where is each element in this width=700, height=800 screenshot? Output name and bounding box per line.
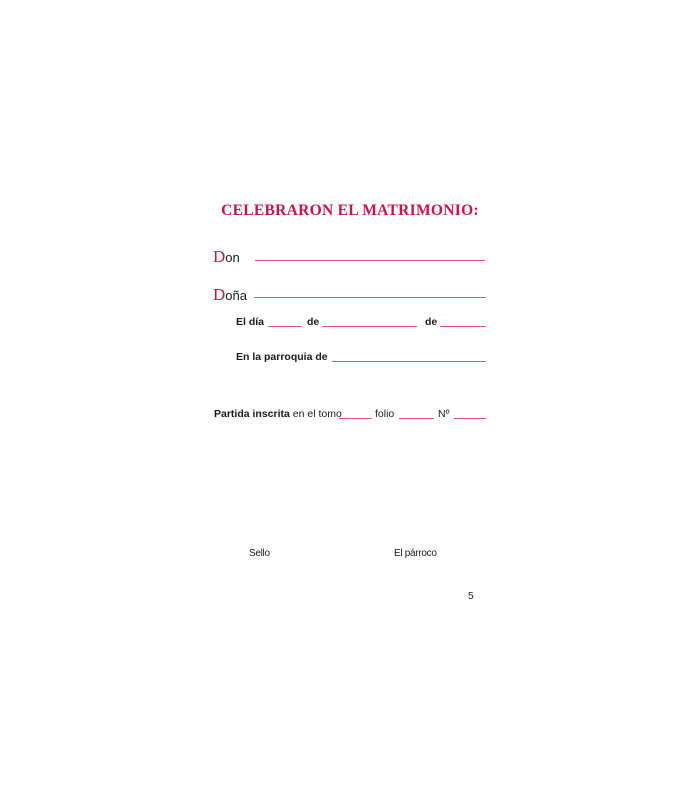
record-label-bold: Partida inscrita (214, 408, 290, 420)
parish-label: En la parroquia de (236, 351, 328, 363)
number-label: Nº (438, 408, 450, 420)
day-field-line[interactable] (268, 326, 302, 327)
date-de-1: de (307, 316, 320, 328)
folio-field-line[interactable] (399, 418, 434, 419)
parish-field-line[interactable] (332, 361, 486, 362)
dona-label (213, 285, 247, 305)
dona-field-line[interactable] (254, 297, 486, 298)
don-field-line[interactable] (255, 260, 485, 261)
don-label-rest: on (225, 250, 240, 265)
don-label (213, 247, 240, 267)
tomo-field-line[interactable] (339, 418, 372, 419)
year-field-line[interactable] (440, 326, 486, 327)
page-title: CELEBRARON EL MATRIMONIO: (221, 202, 479, 219)
dona-label-rest: oña (225, 288, 247, 303)
folio-label: folio (375, 408, 395, 420)
seal-label: Sello (249, 548, 270, 559)
date-label: El día (236, 316, 265, 328)
dona-initial: D (213, 285, 226, 304)
record-label (214, 408, 342, 420)
number-field-line[interactable] (454, 418, 486, 419)
record-label-rest: en el tomo (292, 408, 342, 420)
page-number: 5 (468, 591, 474, 602)
month-field-line[interactable] (322, 326, 417, 327)
don-initial: D (213, 247, 226, 266)
date-de-2: de (425, 316, 438, 328)
priest-label: El párroco (394, 548, 437, 559)
